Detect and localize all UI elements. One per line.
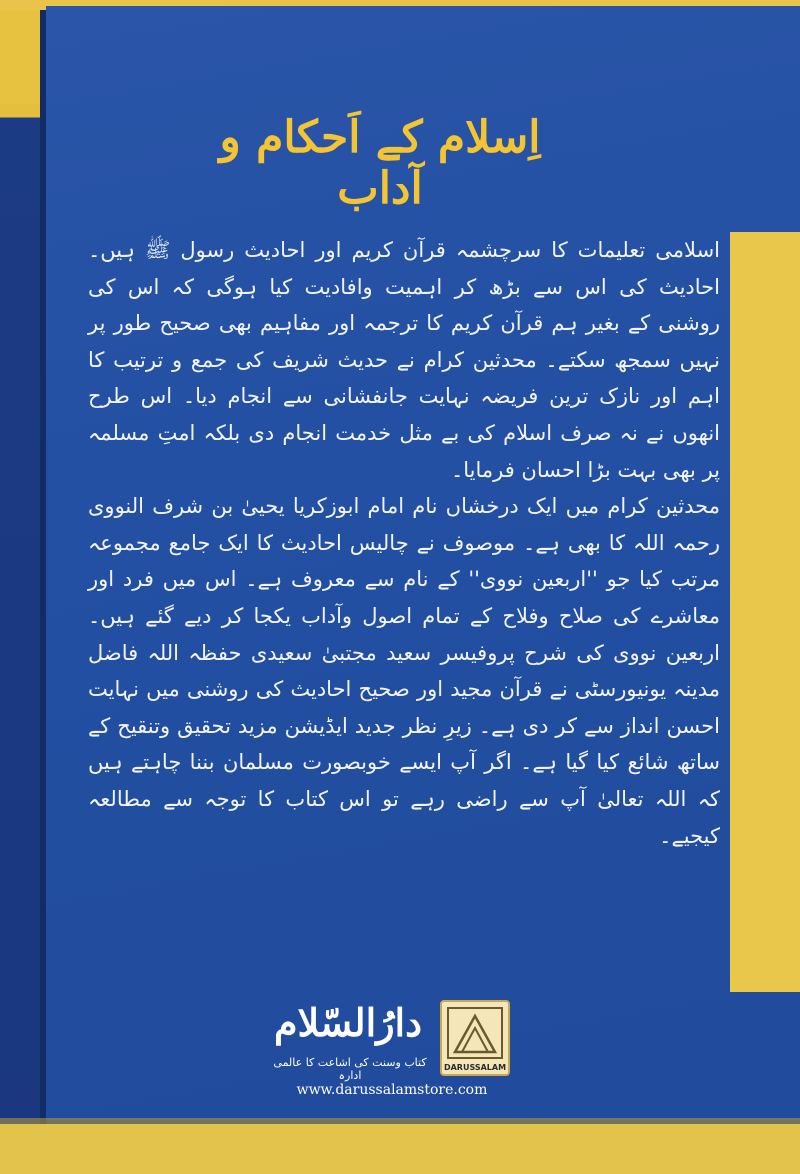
darussalam-logo-icon: [440, 1000, 510, 1076]
yellow-side-tab: [730, 232, 800, 992]
bottom-yellow-band: [0, 1124, 800, 1174]
book-description: [88, 232, 720, 854]
description-paragraph-1: اسلامی تعلیمات کا سرچشمہ قرآن کریم اور احادیث رسول ﷺ ہیں۔ احادیث کی اس سے بڑھ کر اہمیت وافادیت کیا ہوگی کہ اس کی روشنی کے بغیر ہم قرآن کریم کا ترجمہ اور مفاہیم بھی صحیح طور پر نہیں سمجھ سکتے۔ محدثین کرام نے حدیث شریف کی جمع و ترتیب کا اہم اور نازک ترین فریضہ نہایت جانفشانی سے انجام دیا۔ اس طرح انھوں نے نہ صرف اسلام کی بے مثل خدمت انجام دی بلکہ امتِ مسلمہ پر بھی بہت بڑا احسان فرمایا۔: [88, 238, 720, 482]
publisher-website: www.darussalamstore.com: [296, 1082, 488, 1098]
publisher-tagline: کتاب وسنت کی اشاعت کا عالمی ادارہ: [273, 1056, 427, 1082]
book-title: اِسلام کے اَحکام و آداب: [219, 112, 541, 214]
book-spine: [0, 0, 42, 1174]
spine-yellow-band: [0, 0, 40, 104]
logo-caption: DARUSSALAM: [443, 1063, 507, 1072]
publisher-name: دارُالسّلام: [273, 1000, 423, 1045]
description-paragraph-2: محدثین کرام میں ایک درخشاں نام امام ابوزکریا یحییٰ بن شرف النووی رحمہ اللہ کا بھی ہے۔ موصوف نے چالیس احادیث کا ایک جامع مجموعہ مرتب کیا جو ''اربعین نووی'' کے نام سے معروف ہے۔ اس میں فرد اور معاشرے کی صلاح وفلاح کے تمام اصول وآداب یکجا کر دیے گئے ہیں۔ اربعین نووی کی شرح پروفیسر سعید مجتبیٰ سعیدی حفظہ اللہ فاضل مدینہ یونیورسٹی نے قرآن مجید اور صحیح احادیث کی روشنی میں نہایت احسن انداز سے کر دی ہے۔ زیرِ نظر جدید ایڈیشن مزید تحقیق وتنقیح کے ساتھ شائع کیا گیا ہے۔ اگر آپ ایسے خوبصورت مسلمان بننا چاہتے ہیں کہ اللہ تعالیٰ آپ سے راضی رہے تو اس کتاب کا توجہ سے مطالعہ کیجیے۔: [88, 494, 720, 848]
